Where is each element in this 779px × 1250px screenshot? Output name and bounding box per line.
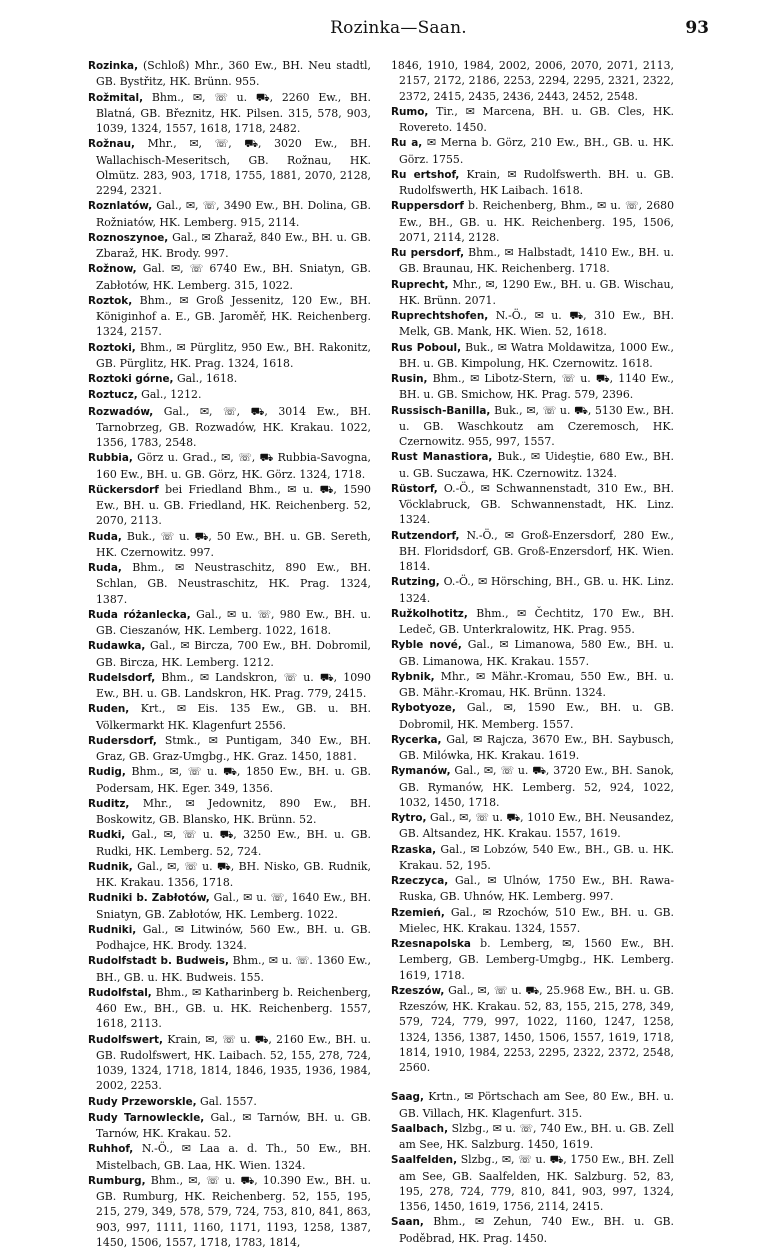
entry-text: Mhr., ✉, 1290 Ew., BH. u. GB. Wischau, HK. Brünn. 2071. — [399, 277, 674, 307]
entry-place-name: Ruprecht, — [391, 278, 449, 291]
entry-text: Mhr., ✉, ☏, ⛟, 3020 Ew., BH. Wallachisch-Meseritsch, GB. Rožnau, HK. Olmütz. 283, 903, 1718, 1755, 1881, 2070, 2128, 2294, 2321. — [96, 137, 371, 197]
entry-place-name: Rutzendorf, — [391, 529, 460, 542]
left-column — [88, 58, 371, 1250]
gazetteer-entry — [391, 198, 674, 245]
page-number: 93 — [685, 18, 709, 38]
entry-text: Slzbg., ✉ u. ☏, 740 Ew., BH. u. GB. Zell am See, HK. Salzburg. 1450, 1619. — [399, 1121, 674, 1151]
gazetteer-entry — [391, 873, 674, 905]
entry-place-name: Rybotyoze, — [391, 702, 456, 715]
entry-place-name: Rutzing, — [391, 576, 440, 589]
gazetteer-entry — [391, 104, 674, 136]
entry-place-name: Rožnau, — [88, 138, 135, 151]
entry-place-name: Rzeczyca, — [391, 875, 449, 887]
entry-text: Bhm., ✉ Landskron, ☏ u. ⛟, 1090 Ew., BH. u. GB. Landskron, HK. Prag. 779, 2415. — [96, 670, 371, 700]
entry-place-name: Rozwadów, — [88, 405, 154, 418]
entry-text: Buk., ✉ Watra Moldawitza, 1000 Ew., BH. u. GB. Kimpolung, HK. Czernowitz. 1618. — [399, 340, 674, 370]
gazetteer-entry — [88, 371, 371, 387]
gazetteer-entry — [391, 1152, 674, 1214]
entry-text: Krtn., ✉ Pörtschach am See, 80 Ew., BH. u. GB. Villach, HK. Klagenfurt. 315. — [399, 1090, 674, 1120]
gazetteer-entry — [391, 135, 674, 167]
gazetteer-entry — [88, 701, 371, 733]
gazetteer-entry — [391, 245, 674, 277]
gazetteer-entry — [88, 890, 371, 922]
entry-place-name: Ruditz, — [88, 797, 130, 810]
entry-text: Bhm., ✉, ☏ u. ⛟, 2260 Ew., BH. Blatná, GB. Březnitz, HK. Pilsen. 315, 578, 903, 1039, 1324, 1557, 1618, 1718, 2482. — [96, 90, 371, 135]
gazetteer-entry — [391, 637, 674, 669]
gazetteer-entry — [88, 404, 371, 451]
entry-text: Bhm., ✉ Neustraschitz, 890 Ew., BH. Schlan, GB. Neustraschitz, HK. Prag. 1324, 1387. — [96, 561, 371, 606]
entry-place-name: Rudy Tarnowleckle, — [88, 1111, 205, 1124]
entry-text: N.-Ö., ✉ u. ⛟, 310 Ew., BH. Melk, GB. Mank, HK. Wien. 52, 1618. — [399, 309, 674, 339]
entry-text: Gal., ✉, 1590 Ew., BH. u. GB. Dobromil, HK. Memberg. 1557. — [399, 701, 674, 731]
entry-place-name: Saalbach, — [391, 1122, 449, 1135]
page-header — [88, 18, 709, 44]
gazetteer-entry — [88, 293, 371, 340]
entry-place-name: Rudig, — [88, 766, 126, 779]
entry-text: Gal., ✉ Rzochów, 510 Ew., BH. u. GB. Mielec, HK. Krakau. 1324, 1557. — [399, 905, 674, 935]
gazetteer-entry — [391, 669, 674, 701]
gazetteer-entry — [391, 574, 674, 606]
entry-place-name: Rzemień, — [391, 906, 445, 919]
entry-place-name: Rybnik, — [391, 670, 435, 683]
entry-text: b. Reichenberg, Bhm., ✉ u. ☏, 2680 Ew., BH., GB. u. HK. Reichenberg. 195, 1506, 2071, 2114, 2128. — [399, 199, 674, 244]
entry-text: Gal., ✉, ☏, ⛟, 3014 Ew., BH. Tarnobrzeg, GB. Rozwadów, HK. Krakau. 1022, 1356, 1783, 2548. — [96, 404, 371, 449]
entry-text: Gal., ✉ Tarnów, BH. u. GB. Tarnów, HK. Krakau. 52. — [96, 1110, 371, 1140]
entry-place-name: Ru a, — [391, 137, 423, 150]
entry-text: Gal., 1212. — [137, 388, 202, 402]
gazetteer-entry — [88, 136, 371, 198]
entry-text: Gal., ✉ Limanowa, 580 Ew., BH. u. GB. Limanowa, HK. Krakau. 1557. — [399, 638, 674, 668]
entry-text: Gal., ✉ Bircza, 700 Ew., BH. Dobromil, GB. Bircza, HK. Lemberg. 1212. — [96, 639, 371, 669]
entry-place-name: Ruhhof, — [88, 1143, 134, 1156]
gazetteer-entry — [391, 1089, 674, 1121]
entry-place-name: Rückersdorf — [88, 483, 159, 496]
entry-place-name: Roznlatów, — [88, 200, 153, 213]
entry-text: Bhm., ✉, ☏ u. ⛟, 1850 Ew., BH. u. GB. Podersam, HK. Eger. 349, 1356. — [96, 765, 371, 795]
entry-place-name: Ružkolhotitz, — [391, 607, 468, 620]
entry-place-name: Rubbia, — [88, 452, 133, 465]
right-column — [391, 58, 674, 1246]
entry-place-name: Ruppersdorf — [391, 200, 464, 213]
entry-text: Bhm., ✉ Katharinberg b. Reichenberg, 460 Ew., BH., GB. u. HK. Reichenberg. 1557, 1618, 2113. — [96, 985, 371, 1031]
gazetteer-entry — [88, 450, 371, 482]
entry-place-name: Roztucz, — [88, 389, 138, 402]
gazetteer-entry — [391, 528, 674, 575]
entry-text: O.-Ö., ✉ Schwannenstadt, 310 Ew., BH. Vöcklabruck, GB. Schwannenstadt, HK. Linz. 1324. — [399, 481, 674, 527]
entry-text: 1846, 1910, 1984, 2002, 2006, 2070, 2071, 2113, 2157, 2172, 2186, 2253, 2294, 2295, 2321, 2322, 2372, 2415, 2435, 2436, 2443, 2452, 2548. — [391, 59, 674, 103]
entry-text: Gal., ✉, ☏ u. ⛟, 3720 Ew., BH. Sanok, GB. Rymanów, HK. Lemberg. 52, 924, 1022, 1032, 1450, 1718. — [399, 764, 674, 809]
entry-text: Mhr., ✉ Jedownitz, 890 Ew., BH. Boskowitz, GB. Blansko, HK. Brünn. 52. — [96, 796, 371, 826]
entry-place-name: Rumburg, — [88, 1174, 146, 1187]
gazetteer-entry — [391, 983, 674, 1076]
gazetteer-entry — [88, 482, 371, 529]
entry-place-name: Rožmital, — [88, 91, 144, 104]
entry-text: Gal., ✉ u. ☏, 1640 Ew., BH. Sniatyn, GB. Zabłotów, HK. Lemberg. 1022. — [96, 891, 371, 921]
entry-text: Bhm., ✉ Libotz-Stern, ☏ u. ⛟, 1140 Ew., BH. u. GB. Smichow, HK. Prag. 579, 2396. — [399, 372, 674, 402]
gazetteer-entry — [391, 700, 674, 732]
gazetteer-entry — [88, 922, 371, 954]
entry-text: Slzbg., ✉, ☏ u. ⛟, 1750 Ew., BH. Zell am See, GB. Saalfelden, HK. Salzburg. 52, 83, 195, 278, 724, 779, 810, 841, 903, 997, 1324, 1356, 1450, 1619, 1756, 2114, 2415. — [399, 1153, 674, 1213]
entry-text: Gal., ✉ u. ☏, 980 Ew., BH. u. GB. Cieszanów, HK. Lemberg. 1022, 1618. — [96, 607, 371, 637]
entry-place-name: Ruda, — [88, 562, 122, 574]
entry-place-name: Rudniki b. Zabłotów, — [88, 892, 210, 905]
gazetteer-entry — [391, 449, 674, 481]
gazetteer-entry — [391, 167, 674, 199]
gazetteer-entry — [88, 198, 371, 230]
gazetteer-entry — [391, 936, 674, 983]
gazetteer-entry — [88, 1173, 371, 1250]
entry-text: Gal, ✉ Rajcza, 3670 Ew., BH. Saybusch, GB. Milówka, HK. Krakau. 1619. — [399, 732, 674, 762]
entry-place-name: Ruda, — [88, 530, 122, 543]
gazetteer-entry — [88, 560, 371, 607]
entry-place-name: Rudnik, — [88, 860, 133, 873]
entry-text: Krain, ✉, ☏ u. ⛟, 2160 Ew., BH. u. GB. Rudolfswert, HK. Laibach. 52, 155, 278, 724, 1039, 1324, 1718, 1814, 1846, 1935, 1936, 1984, 2002, 2253. — [96, 1032, 371, 1093]
entry-text: Gal., ✉, ☏ u. ⛟, BH. Nisko, GB. Rudnik, HK. Krakau. 1356, 1718. — [96, 859, 371, 889]
entry-place-name: Saalfelden, — [391, 1154, 458, 1167]
entry-text: Gal., ✉ Lobzów, 540 Ew., BH., GB. u. HK. Krakau. 52, 195. — [399, 842, 674, 872]
entry-place-name: Ruprechtshofen, — [391, 310, 489, 322]
entry-text: N.-Ö., ✉ Laa a. d. Th., 50 Ew., BH. Mistelbach, GB. Laa, HK. Wien. 1324. — [96, 1142, 371, 1172]
gazetteer-entry — [88, 859, 371, 891]
entry-place-name: Roztoki, — [88, 341, 136, 354]
entry-text: (Schloß) Mhr., 360 Ew., BH. Neu stadtl, GB. Bystřitz, HK. Brünn. 955. — [96, 59, 371, 89]
entry-text: Mhr., ✉ Mähr.-Kromau, 550 Ew., BH. u. GB. Mähr.-Kromau, HK. Brünn. 1324. — [399, 669, 674, 699]
gazetteer-entry — [391, 732, 674, 764]
entry-place-name: Rudelsdorf, — [88, 671, 156, 684]
entry-text: Bhm., ✉ Pürglitz, 950 Ew., BH. Rakonitz, GB. Pürglitz, HK. Prag. 1324, 1618. — [96, 340, 371, 370]
gazetteer-entry — [88, 764, 371, 796]
entry-place-name: Rudniki, — [88, 923, 137, 936]
gazetteer-entry — [88, 230, 371, 262]
entry-place-name: Rudolfstadt b. Budweis, — [88, 955, 229, 968]
entry-place-name: Rust Manastiora, — [391, 451, 493, 464]
entry-place-name: Saan, — [391, 1216, 424, 1229]
entry-text: Gal. ✉, ☏ 6740 Ew., BH. Sniatyn, GB. Zabłotów, HK. Lemberg. 315, 1022. — [96, 262, 371, 292]
entry-text: Bhm., ✉ Čechtitz, 170 Ew., BH. Ledeč, GB. Unterkralowitz, HK. Prag. 955. — [399, 606, 674, 636]
section-gap — [391, 1075, 674, 1089]
entry-place-name: Rüstorf, — [391, 482, 438, 495]
entry-text: Gal., ✉, ☏ u. ⛟, 3250 Ew., BH. u. GB. Rudki, HK. Lemberg. 52, 724. — [96, 828, 371, 858]
gazetteer-entry — [391, 277, 674, 309]
entry-place-name: Ru ertshof, — [391, 168, 460, 181]
gazetteer-entry — [88, 827, 371, 859]
entry-text: ✉ Merna b. Görz, 210 Ew., BH., GB. u. HK. Görz. 1755. — [399, 136, 675, 166]
gazetteer-entry — [88, 607, 371, 639]
gazetteer-entry — [88, 90, 371, 137]
gazetteer-entry — [88, 1141, 371, 1173]
entry-text: Bhm., ✉ u. ☏. 1360 Ew., BH., GB. u. HK. Budweis. 155. — [96, 954, 371, 984]
entry-place-name: Rymanów, — [391, 765, 451, 778]
entry-text: Krain, ✉ Rudolfswerth. BH. u. GB. Rudolfswerth, HK Laibach. 1618. — [399, 167, 674, 197]
entry-place-name: Rus Poboul, — [391, 341, 462, 354]
entry-text: Gal., ✉ Litwinów, 560 Ew., BH. u. GB. Podhajce, HK. Brody. 1324. — [96, 922, 371, 952]
gazetteer-entry — [391, 905, 674, 937]
gazetteer-entry — [88, 58, 371, 90]
entry-place-name: Roztok, — [88, 294, 133, 307]
gazetteer-entry — [88, 387, 371, 403]
gazetteer-entry — [391, 1214, 674, 1246]
entry-text: b. Lemberg, ✉, 1560 Ew., BH. Lemberg, GB. Lemberg-Umgbg., HK. Lemberg. 1619, 1718. — [399, 937, 674, 982]
gazetteer-entry — [88, 261, 371, 293]
gazetteer-entry — [391, 606, 674, 638]
entry-place-name: Rožnow, — [88, 263, 137, 276]
entry-text: Krt., ✉ Eis. 135 Ew., GB. u. BH. Völkermarkt HK. Klagenfurt 2556. — [96, 702, 371, 732]
entry-text: bei Friedland Bhm., ✉ u. ⛟, 1590 Ew., BH. u. GB. Friedland, HK. Reichenberg. 52, 2070, 2113. — [96, 482, 371, 528]
entry-place-name: Saag, — [391, 1091, 424, 1104]
entry-place-name: Ryble nové, — [391, 639, 462, 652]
entry-text: Tir., ✉ Marcena, BH. u. GB. Cles, HK. Rovereto. 1450. — [399, 104, 674, 134]
gazetteer-entry — [88, 1094, 371, 1110]
entry-text: N.-Ö., ✉ Groß-Enzersdorf, 280 Ew., BH. Floridsdorf, GB. Groß-Enzersdorf, HK. Wien. 1814. — [399, 528, 674, 573]
entry-place-name: Rzesnapolska — [391, 938, 471, 950]
gazetteer-entry — [88, 985, 371, 1032]
entry-place-name: Rudawka, — [88, 640, 146, 653]
entry-text: Görz u. Grad., ✉, ☏, ⛟ Rubbia-Savogna, 160 Ew., BH. u. GB. Görz, HK. Görz. 1324, 1718. — [96, 451, 371, 481]
entry-text: O.-Ö., ✉ Hörsching, BH., GB. u. HK. Linz. 1324. — [399, 575, 674, 605]
entry-place-name: Rycerka, — [391, 733, 442, 746]
entry-text: Gal. 1557. — [196, 1094, 257, 1108]
gazetteer-entry — [88, 340, 371, 372]
entry-text: Bhm., ✉ Groß Jessenitz, 120 Ew., BH. Königinhof a. E., GB. Jaroměř, HK. Reichenberg. 1324, 2157. — [96, 293, 371, 339]
entry-place-name: Rusin, — [391, 373, 428, 385]
entry-place-name: Rudy Przeworskle, — [88, 1095, 197, 1108]
entry-place-name: Rzeszów, — [391, 984, 445, 997]
entry-place-name: Ru persdorf, — [391, 247, 465, 259]
gazetteer-entry — [391, 810, 674, 842]
gazetteer-entry — [88, 796, 371, 828]
entry-text: Bhm., ✉, ☏ u. ⛟, 10.390 Ew., BH. u. GB. Rumburg, HK. Reichenberg. 52, 155, 195, 215, 279, 349, 578, 579, 724, 753, 810, 841, 863, 903, 997, 1111, 1160, 1171, 1193, 1258, 1387, 1450, 1506, 1557, 1718, 1783, 1814, — [96, 1173, 371, 1249]
gazetteer-entry — [391, 763, 674, 810]
entry-text: Gal., ✉ Ulnów, 1750 Ew., BH. Rawa-Ruska, GB. Uhnów, HK. Lemberg. 997. — [399, 874, 674, 904]
gazetteer-entry — [88, 733, 371, 765]
gazetteer-entry — [391, 842, 674, 874]
gazetteer-entry — [88, 1110, 371, 1142]
entry-place-name: Rudolfswert, — [88, 1033, 163, 1046]
entry-text: Gal., 1618. — [173, 372, 238, 385]
gazetteer-entry — [88, 638, 371, 670]
gazetteer-entry — [391, 58, 674, 104]
gazetteer-entry — [391, 403, 674, 450]
entry-place-name: Rudersdorf, — [88, 734, 157, 747]
entry-text: Buk., ✉, ☏ u. ⛟, 5130 Ew., BH. u. GB. Waschkoutz am Czeremosch, HK. Czernowitz. 955, 997, 1557. — [399, 403, 674, 448]
entry-text: Buk., ☏ u. ⛟, 50 Ew., BH. u. GB. Sereth, HK. Czernowitz. 997. — [96, 529, 371, 559]
entry-place-name: Ruden, — [88, 703, 130, 716]
gazetteer-entry — [391, 308, 674, 340]
gazetteer-entry — [88, 953, 371, 985]
gazetteer-entry — [88, 529, 371, 561]
gazetteer-entry — [88, 1032, 371, 1094]
entry-text: Gal., ✉, ☏ u. ⛟, 25.968 Ew., BH. u. GB. Rzeszów, HK. Krakau. 52, 83, 155, 215, 278, 349, 579, 724, 779, 997, 1022, 1160, 1247, 1258, 1324, 1356, 1387, 1450, 1506, 1557, 1619, 1718, 1814, 1910, 1984, 2253, 2295, 2322, 2372, 2548, 2560. — [399, 983, 674, 1074]
entry-text: Gal., ✉, ☏, 3490 Ew., BH. Dolina, GB. Rožniatów, HK. Lemberg. 915, 2114. — [96, 199, 371, 229]
entry-place-name: Roznoszynoe, — [88, 231, 169, 244]
gazetteer-entry — [391, 1121, 674, 1153]
running-title: Rozinka—Saan. — [330, 18, 467, 38]
entry-text: Gal., ✉, ☏ u. ⛟, 1010 Ew., BH. Neusandez, GB. Altsandez, HK. Krakau. 1557, 1619. — [399, 811, 674, 841]
entry-place-name: Rudki, — [88, 829, 126, 842]
entry-text: Stmk., ✉ Puntigam, 340 Ew., BH. Graz, GB. Graz-Umgbg., HK. Graz. 1450, 1881. — [96, 733, 371, 763]
entry-place-name: Rumo, — [391, 105, 429, 118]
entry-text: Buk., ✉ Uideştie, 680 Ew., BH. u. GB. Suczawa, HK. Czernowitz. 1324. — [399, 450, 674, 480]
gazetteer-entry — [391, 340, 674, 372]
entry-place-name: Russisch-Banilla, — [391, 404, 491, 417]
entry-text: Bhm., ✉ Zehun, 740 Ew., BH. u. GB. Poděbrad, HK. Prag. 1450. — [399, 1215, 674, 1245]
entry-place-name: Rzaska, — [391, 843, 437, 856]
entry-place-name: Rudolfstal, — [88, 986, 152, 999]
entry-place-name: Roztoki górne, — [88, 373, 174, 385]
gazetteer-entry — [391, 481, 674, 528]
gazetteer-entry — [88, 670, 371, 702]
gazetteer-entry — [391, 371, 674, 403]
entry-text: Gal., ✉ Zharaž, 840 Ew., BH. u. GB. Zbaraž, HK. Brody. 997. — [96, 230, 371, 260]
entry-place-name: Rytro, — [391, 812, 427, 824]
entry-place-name: Ruda różanlecka, — [88, 608, 191, 621]
entry-text: Bhm., ✉ Halbstadt, 1410 Ew., BH. u. GB. Braunau, HK. Reichenberg. 1718. — [399, 246, 674, 276]
entry-place-name: Rozinka, — [88, 60, 139, 72]
